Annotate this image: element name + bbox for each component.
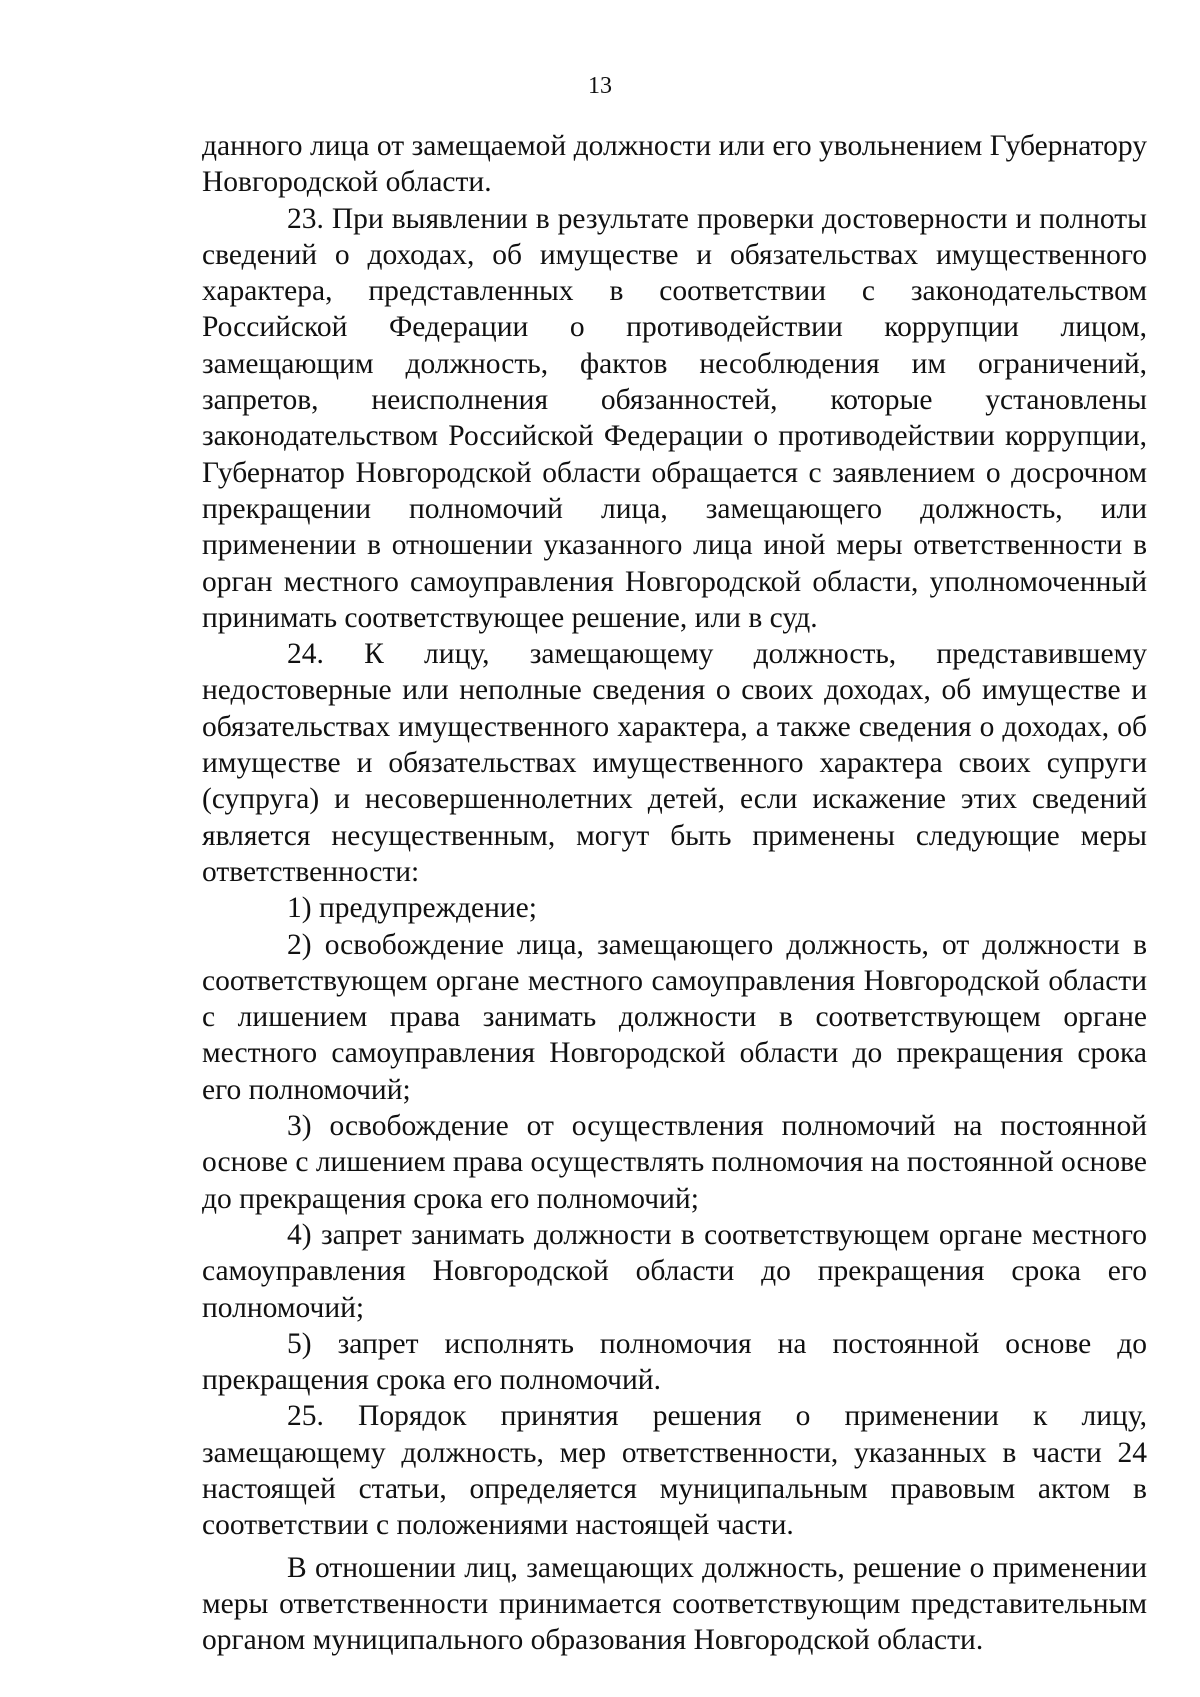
page-number: 13	[588, 73, 612, 99]
paragraph-continuation: данного лица от замещаемой должности или его увольнением Губернатору Новгородской области.	[202, 130, 1147, 199]
paragraph-clause-25: 25. Порядок принятия решения о применении к лицу, замещающему должность, мер ответственности, указанных в части 24 настоящей статьи, определяется муниципальным правовым актом в соответствии с положениями настоящей части.	[202, 1400, 1147, 1542]
list-item-3: 3) освобождение от осуществления полномочий на постоянной основе с лишением права осуществлять полномочия на постоянной основе до прекращения срока его полномочий;	[202, 1110, 1147, 1215]
paragraph-clause-24: 24. К лицу, замещающему должность, представившему недостоверные или неполные сведения о своих доходах, об имуществе и обязательствах имущественного характера, а также сведения о доходах, об имуществе и обязательствах имущественного характера своих супруги (супруга) и несовершеннолетних детей, если искажение этих сведений является несущественным, могут быть применены следующие меры ответственности:	[202, 638, 1147, 888]
list-item-5: 5) запрет исполнять полномочия на постоянной основе до прекращения срока его полномочий.	[202, 1327, 1147, 1397]
list-item-2: 2) освобождение лица, замещающего должность, от должности в соответствующем органе местного самоуправления Новгородской области с лишением права занимать должности в соответствующем органе местного самоуправления Новгородской области до прекращения срока его полномочий;	[202, 928, 1147, 1106]
paragraph-clause-23: 23. При выявлении в результате проверки достоверности и полноты сведений о доходах, об имуществе и обязательствах имущественного характера, представленных в соответствии с законодательством Российской Федерации о противодействии коррупции лицом, замещающим должность, фактов несоблюдения им ограничений, запретов, неисполнения обязанностей, которые установлены законодательством Российской Федерации о противодействии коррупции, Губернатор Новгородской области обращается с заявлением о досрочном прекращении полномочий лица, замещающего должность, или применении в отношении указанного лица иной меры ответственности в орган местного самоуправления Новгородской области, уполномоченный принимать соответствующее решение, или в суд.	[202, 202, 1147, 634]
list-item-4: 4) запрет занимать должности в соответствующем органе местного самоуправления Новгородской области до прекращения срока его полномочий;	[202, 1218, 1147, 1324]
paragraph-final: В отношении лиц, замещающих должность, решение о применении меры ответственности принимается соответствующим представительным органом муниципального образования Новгородской области.	[202, 1551, 1147, 1657]
list-item-1: 1) предупреждение;	[287, 892, 537, 925]
document-body	[202, 128, 1147, 1658]
